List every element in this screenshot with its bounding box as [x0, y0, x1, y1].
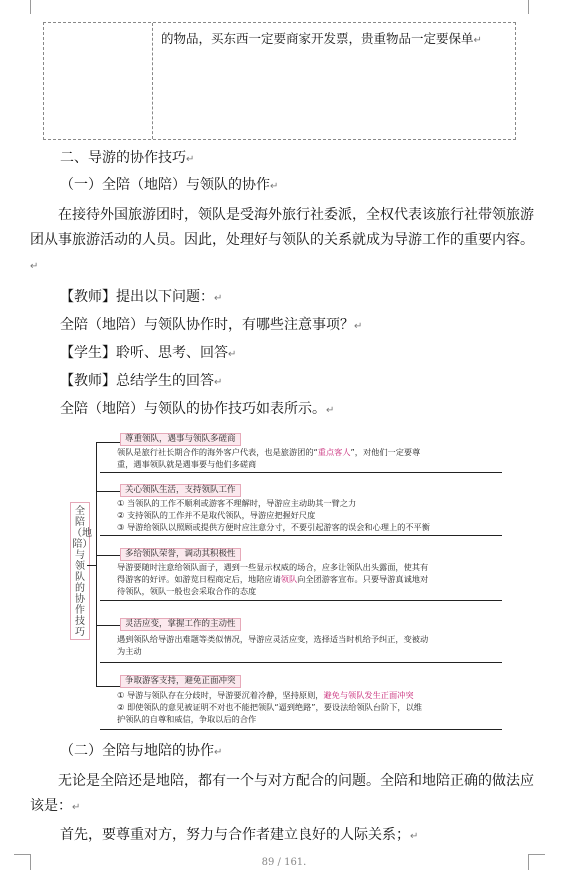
node-title-support: 争取游客支持，避免正面冲突 [120, 675, 241, 688]
section-heading: 二、导游的协作技巧↵ [60, 150, 195, 166]
node-body-respect: 领队是旅行社长期合作的海外客户代表，也是旅游团的“重点客人”，对他们一定要尊 重，遇事领队就是遇事要与他们多磋商 [117, 447, 421, 469]
connector [96, 442, 97, 686]
coordination-diagram [64, 430, 504, 737]
sub-heading-2: （二）全陪与地陪的协作↵ [60, 743, 223, 759]
node-body-adapt: 遇到领队给导游出难题等类似情况，导游应灵活应变，选择适当时机给予纠正，变被动 为主动 [117, 634, 429, 656]
node-underline [100, 472, 502, 473]
question: 全陪（地陪）与领队协作时，有哪些注意事项？↵ [60, 317, 363, 333]
connector [87, 565, 96, 566]
paragraph-1: 在接待外国旅游团时，领队是受海外旅行社委派，全权代表该旅行社带领旅游团从事旅游活动的人员。因此，处理好与领队的关系就成为导游工作的重要内容。↵ [30, 207, 534, 272]
node-title-adapt: 灵活应变，掌握工作的主动性 [120, 618, 241, 631]
connector [96, 442, 120, 443]
crop-mark [14, 854, 31, 855]
table-cell-text: 的物品，买东西一定要商家开发票，贵重物品一定要保单↵ [161, 31, 482, 46]
page-number: 89 / 161. [261, 857, 307, 868]
node-title-honor: 多给领队荣誉，调动其积极性 [120, 548, 241, 561]
student-prompt: 【学生】聆听、思考、回答↵ [60, 345, 237, 361]
node-body-care: ① 当领队的工作不顺利或游客不理解时，导游应主动助其一臂之力 ② 支持领队的工作并不是取代领队，导游应把握好尺度 ③ 导游给领队以照顾或提供方便时应注意分寸，不要引起游客的误会和心理上的不平衡 [117, 498, 430, 532]
connector [96, 625, 120, 626]
paragraph-3: 首先，要尊重对方，努力与合作者建立良好的人际关系；↵ [60, 827, 419, 843]
node-underline [100, 729, 502, 730]
table-intro: 全陪（地陪）与领队的协作技巧如表所示。↵ [60, 401, 335, 417]
connector [96, 555, 120, 556]
node-underline [100, 662, 502, 663]
node-body-support: ① 导游与领队存在分歧时，导游要沉着冷静，坚持原则，避免与领队发生正面冲突 ② 即使领队的意见被证明不对也不能把领队“逼到绝路”，要设法给领队台阶下，以维 护领队的自尊和威信，争取以后的合作 [117, 690, 422, 724]
crop-mark [30, 0, 31, 14]
teacher-prompt-2: 【教师】总结学生的回答↵ [60, 373, 223, 389]
node-title-care: 关心领队生活，支持领队工作 [120, 484, 241, 497]
teacher-prompt-1: 【教师】提出以下问题：↵ [60, 289, 223, 305]
sub-heading-1: （一）全陪（地陪）与领队的协作↵ [60, 177, 279, 193]
node-underline [100, 600, 502, 601]
node-underline [100, 535, 502, 536]
connector [96, 491, 120, 492]
table-divider [152, 23, 153, 139]
crop-mark [528, 854, 545, 855]
continued-table [43, 22, 516, 140]
paragraph-2: 无论是全陪还是地陪，都有一个与对方配合的问题。全陪和地陪正确的做法应该是：↵ [30, 773, 534, 814]
crop-mark [528, 0, 529, 14]
diagram-root: 全陪（地陪）与领队的协作技巧 [70, 502, 90, 640]
node-title-respect: 尊重领队，遇事与领队多磋商 [120, 433, 241, 446]
node-body-honor: 导游要随时注意给领队面子，遇到一些显示权威的场合，应多让领队出头露面，使其有 得游客的好评。如游览日程商定后，地陪应请领队向全团游客宣布。只要导游真诚地对 待领队，领队一般也会采取合作的态度 [117, 562, 429, 596]
connector [96, 686, 120, 687]
